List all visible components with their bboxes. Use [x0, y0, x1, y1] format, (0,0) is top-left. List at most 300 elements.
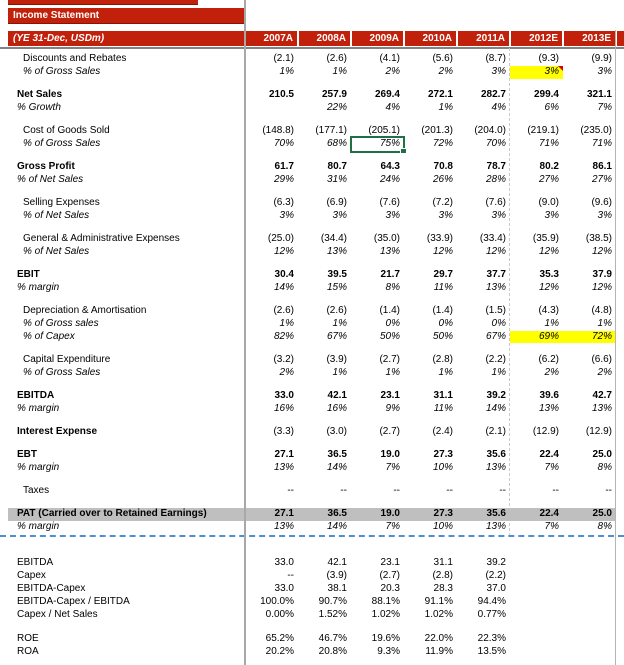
- cell[interactable]: [563, 485, 616, 498]
- cell[interactable]: [298, 645, 351, 658]
- row-label[interactable]: % margin: [17, 461, 60, 473]
- cell[interactable]: [245, 608, 298, 621]
- cell[interactable]: [404, 269, 457, 282]
- cell[interactable]: [457, 305, 510, 318]
- row-label[interactable]: PAT (Carried over to Retained Earnings): [17, 507, 207, 519]
- cell[interactable]: [245, 305, 298, 318]
- cell-value: (5.6): [432, 53, 453, 64]
- cell[interactable]: [404, 197, 457, 210]
- row-label[interactable]: % margin: [17, 402, 60, 414]
- cell[interactable]: [298, 246, 351, 259]
- cell[interactable]: [245, 485, 298, 498]
- cell[interactable]: [245, 582, 298, 595]
- cell[interactable]: [510, 102, 563, 115]
- cell[interactable]: [298, 102, 351, 115]
- cell[interactable]: [404, 138, 457, 151]
- cell[interactable]: [563, 645, 616, 658]
- cell[interactable]: [404, 102, 457, 115]
- cell[interactable]: [245, 449, 298, 462]
- cell[interactable]: [404, 403, 457, 416]
- cell[interactable]: [563, 367, 616, 380]
- cell[interactable]: [298, 138, 351, 151]
- cell[interactable]: [457, 354, 510, 367]
- table-row: [8, 595, 616, 608]
- cell[interactable]: [298, 89, 351, 102]
- cell[interactable]: [563, 174, 616, 187]
- cell[interactable]: [245, 53, 298, 66]
- row-label[interactable]: % margin: [17, 520, 60, 532]
- cell[interactable]: [245, 367, 298, 380]
- cell[interactable]: [563, 161, 616, 174]
- cell[interactable]: [298, 161, 351, 174]
- cell[interactable]: [510, 521, 563, 534]
- cell[interactable]: [245, 102, 298, 115]
- row-label[interactable]: Capex: [17, 570, 46, 581]
- row-label[interactable]: EBITDA: [17, 557, 54, 568]
- cell-value: (12.9): [585, 425, 612, 437]
- cell[interactable]: [563, 197, 616, 210]
- cell[interactable]: [457, 645, 510, 658]
- cell-value: 21.7: [380, 268, 400, 280]
- cell[interactable]: [510, 645, 563, 658]
- cell[interactable]: [351, 174, 404, 187]
- cell[interactable]: [351, 521, 404, 534]
- cell[interactable]: [510, 197, 563, 210]
- cell[interactable]: [404, 462, 457, 475]
- cell[interactable]: [457, 66, 510, 79]
- cell[interactable]: [457, 485, 510, 498]
- cell[interactable]: [563, 595, 616, 608]
- cell[interactable]: [351, 569, 404, 582]
- row-label[interactable]: % Growth: [17, 101, 61, 113]
- cell[interactable]: [404, 331, 457, 344]
- cell[interactable]: [245, 246, 298, 259]
- cell-value: 7%: [544, 520, 559, 532]
- cell[interactable]: [245, 632, 298, 645]
- cell[interactable]: [563, 331, 616, 344]
- cell[interactable]: [457, 53, 510, 66]
- cell[interactable]: [404, 125, 457, 138]
- cell[interactable]: [245, 89, 298, 102]
- cell-value: 0%: [438, 317, 453, 329]
- cell-value: (3.3): [273, 425, 294, 437]
- cell[interactable]: [298, 331, 351, 344]
- cell[interactable]: [404, 426, 457, 439]
- cell-value: (6.6): [591, 353, 612, 365]
- cell[interactable]: [563, 246, 616, 259]
- cell[interactable]: [563, 89, 616, 102]
- cell[interactable]: [298, 508, 351, 521]
- cell[interactable]: [298, 125, 351, 138]
- cell[interactable]: [510, 331, 563, 344]
- cell[interactable]: [510, 449, 563, 462]
- cell[interactable]: [298, 449, 351, 462]
- cell[interactable]: [351, 282, 404, 295]
- cell[interactable]: [351, 305, 404, 318]
- cell[interactable]: [298, 595, 351, 608]
- cell[interactable]: [351, 354, 404, 367]
- cell[interactable]: [563, 449, 616, 462]
- cell[interactable]: [510, 569, 563, 582]
- cell[interactable]: [245, 645, 298, 658]
- cell[interactable]: [510, 403, 563, 416]
- cell[interactable]: [245, 125, 298, 138]
- cell[interactable]: [563, 269, 616, 282]
- cell[interactable]: [298, 582, 351, 595]
- cell[interactable]: [510, 608, 563, 621]
- row-label[interactable]: EBIT: [17, 268, 40, 280]
- cell[interactable]: [563, 403, 616, 416]
- cell[interactable]: [245, 197, 298, 210]
- cell[interactable]: [351, 426, 404, 439]
- row-label[interactable]: % margin: [17, 281, 60, 293]
- cell[interactable]: [351, 269, 404, 282]
- cell[interactable]: [510, 125, 563, 138]
- cell[interactable]: [563, 508, 616, 521]
- cell[interactable]: [404, 174, 457, 187]
- row-label[interactable]: EBT: [17, 448, 37, 460]
- cell[interactable]: [404, 449, 457, 462]
- cell[interactable]: [298, 569, 351, 582]
- row-label[interactable]: Capex / Net Sales: [17, 609, 98, 620]
- cell-value: 90.7%: [318, 596, 347, 607]
- cell[interactable]: [351, 645, 404, 658]
- row-label[interactable]: % of Capex: [23, 330, 75, 342]
- cell[interactable]: [457, 318, 510, 331]
- row-label[interactable]: Gross Profit: [17, 160, 75, 172]
- cell[interactable]: [245, 331, 298, 344]
- cell[interactable]: [457, 595, 510, 608]
- cell[interactable]: [351, 632, 404, 645]
- cell[interactable]: [457, 508, 510, 521]
- cell[interactable]: [351, 233, 404, 246]
- table-row: [8, 582, 616, 595]
- cell[interactable]: [298, 521, 351, 534]
- cell[interactable]: [298, 556, 351, 569]
- cell[interactable]: [457, 197, 510, 210]
- cell[interactable]: [404, 210, 457, 223]
- cell[interactable]: [351, 485, 404, 498]
- cell[interactable]: [245, 233, 298, 246]
- cell[interactable]: [245, 569, 298, 582]
- cell[interactable]: [510, 66, 563, 79]
- cell[interactable]: [510, 582, 563, 595]
- cell[interactable]: [457, 390, 510, 403]
- cell[interactable]: [563, 125, 616, 138]
- cell[interactable]: [298, 390, 351, 403]
- cell[interactable]: [298, 210, 351, 223]
- row-label[interactable]: Selling Expenses: [23, 196, 100, 208]
- cell[interactable]: [404, 66, 457, 79]
- cell[interactable]: [510, 367, 563, 380]
- column-header[interactable]: 2012E: [511, 31, 562, 46]
- row-label[interactable]: EBITDA-Capex: [17, 583, 86, 594]
- column-header[interactable]: 2007A: [246, 31, 297, 46]
- cell[interactable]: [563, 608, 616, 621]
- column-header[interactable]: 2011A: [458, 31, 509, 46]
- cell[interactable]: [510, 632, 563, 645]
- cell[interactable]: [404, 390, 457, 403]
- column-header[interactable]: 2013E: [564, 31, 615, 46]
- cell[interactable]: [245, 318, 298, 331]
- cell[interactable]: [563, 305, 616, 318]
- cell[interactable]: [457, 174, 510, 187]
- cell[interactable]: [563, 390, 616, 403]
- cell[interactable]: [404, 246, 457, 259]
- cell[interactable]: [298, 318, 351, 331]
- cell[interactable]: [298, 174, 351, 187]
- cell[interactable]: [404, 282, 457, 295]
- cell[interactable]: [298, 354, 351, 367]
- cell[interactable]: [298, 305, 351, 318]
- cell[interactable]: [351, 53, 404, 66]
- cell[interactable]: [404, 582, 457, 595]
- cell[interactable]: [245, 390, 298, 403]
- cell[interactable]: [563, 582, 616, 595]
- table-row: [8, 210, 616, 223]
- cell[interactable]: [510, 174, 563, 187]
- cell[interactable]: [351, 608, 404, 621]
- cell[interactable]: [351, 89, 404, 102]
- cell-value: 2%: [438, 65, 453, 77]
- cell[interactable]: [351, 246, 404, 259]
- cell[interactable]: [510, 138, 563, 151]
- cell[interactable]: [563, 233, 616, 246]
- cell[interactable]: [457, 632, 510, 645]
- cell[interactable]: [351, 367, 404, 380]
- cell[interactable]: [351, 595, 404, 608]
- cell[interactable]: [563, 138, 616, 151]
- cell[interactable]: [510, 485, 563, 498]
- cell[interactable]: [510, 556, 563, 569]
- cell[interactable]: [457, 233, 510, 246]
- cell-value: (205.1): [368, 124, 400, 136]
- cell[interactable]: [563, 210, 616, 223]
- cell[interactable]: [245, 354, 298, 367]
- cell[interactable]: [298, 233, 351, 246]
- cell[interactable]: [510, 595, 563, 608]
- cell[interactable]: [457, 89, 510, 102]
- cell[interactable]: [563, 66, 616, 79]
- cell[interactable]: [404, 556, 457, 569]
- cell[interactable]: [245, 595, 298, 608]
- cell[interactable]: [457, 282, 510, 295]
- cell[interactable]: [298, 282, 351, 295]
- cell[interactable]: [298, 66, 351, 79]
- column-header[interactable]: 2008A: [299, 31, 350, 46]
- cell[interactable]: [510, 426, 563, 439]
- cell[interactable]: [351, 390, 404, 403]
- row-label[interactable]: Capital Expenditure: [23, 353, 111, 365]
- cell[interactable]: [457, 102, 510, 115]
- cell[interactable]: [457, 556, 510, 569]
- cell[interactable]: [351, 138, 404, 151]
- cell[interactable]: [351, 161, 404, 174]
- cell[interactable]: [457, 125, 510, 138]
- cell[interactable]: [351, 102, 404, 115]
- cell[interactable]: [510, 246, 563, 259]
- row-label[interactable]: % of Net Sales: [23, 245, 90, 257]
- cell[interactable]: [563, 53, 616, 66]
- cell[interactable]: [510, 161, 563, 174]
- cell[interactable]: [563, 318, 616, 331]
- row-label[interactable]: Cost of Goods Sold: [23, 124, 110, 136]
- cell[interactable]: [563, 282, 616, 295]
- row-label[interactable]: % of Gross Sales: [23, 65, 101, 77]
- row-label[interactable]: Depreciation & Amortisation: [23, 304, 147, 316]
- row-label[interactable]: ROE: [17, 633, 39, 644]
- cell[interactable]: [351, 508, 404, 521]
- cell[interactable]: [245, 269, 298, 282]
- cell[interactable]: [510, 305, 563, 318]
- cell[interactable]: [563, 426, 616, 439]
- cell[interactable]: [245, 282, 298, 295]
- cell[interactable]: [510, 462, 563, 475]
- cell[interactable]: [351, 449, 404, 462]
- cell[interactable]: [298, 367, 351, 380]
- cell[interactable]: [245, 174, 298, 187]
- cell[interactable]: [351, 66, 404, 79]
- cell[interactable]: [404, 318, 457, 331]
- cell[interactable]: [457, 269, 510, 282]
- cell[interactable]: [510, 210, 563, 223]
- cell[interactable]: [404, 485, 457, 498]
- cell-value: 22.4: [539, 448, 559, 460]
- cell[interactable]: [404, 89, 457, 102]
- cell[interactable]: [404, 233, 457, 246]
- cell[interactable]: [351, 197, 404, 210]
- cell[interactable]: [457, 608, 510, 621]
- cell[interactable]: [404, 645, 457, 658]
- cell[interactable]: [510, 233, 563, 246]
- cell[interactable]: [298, 485, 351, 498]
- cell[interactable]: [457, 582, 510, 595]
- row-label[interactable]: Taxes: [23, 484, 50, 496]
- table-row: [8, 449, 616, 462]
- cell[interactable]: [404, 569, 457, 582]
- cell[interactable]: [351, 462, 404, 475]
- cell[interactable]: [510, 282, 563, 295]
- cell[interactable]: [404, 521, 457, 534]
- cell[interactable]: [245, 138, 298, 151]
- cell[interactable]: [457, 210, 510, 223]
- cell[interactable]: [563, 632, 616, 645]
- cell[interactable]: [245, 161, 298, 174]
- row-label[interactable]: General & Administrative Expenses: [23, 232, 180, 244]
- cell[interactable]: [457, 449, 510, 462]
- row-label[interactable]: % of Net Sales: [23, 209, 90, 221]
- cell-value: 12%: [432, 245, 453, 257]
- cell[interactable]: [510, 53, 563, 66]
- row-label[interactable]: % of Gross Sales: [23, 366, 101, 378]
- cell[interactable]: [510, 354, 563, 367]
- cell[interactable]: [351, 582, 404, 595]
- cell[interactable]: [404, 367, 457, 380]
- cell[interactable]: [245, 66, 298, 79]
- row-label[interactable]: Interest Expense: [17, 425, 98, 437]
- cell[interactable]: [245, 210, 298, 223]
- cell-value: 1.02%: [424, 609, 453, 620]
- cell[interactable]: [245, 521, 298, 534]
- cell[interactable]: [563, 556, 616, 569]
- cell[interactable]: [457, 161, 510, 174]
- cell[interactable]: [563, 354, 616, 367]
- cell[interactable]: [298, 197, 351, 210]
- cell[interactable]: [245, 462, 298, 475]
- row-label[interactable]: % of Gross Sales: [23, 137, 101, 149]
- cell[interactable]: [298, 403, 351, 416]
- cell[interactable]: [298, 462, 351, 475]
- cell[interactable]: [298, 426, 351, 439]
- cell[interactable]: [404, 161, 457, 174]
- cell[interactable]: [351, 318, 404, 331]
- cell[interactable]: [510, 89, 563, 102]
- cell-value: 25.0: [592, 448, 612, 460]
- cell[interactable]: [404, 305, 457, 318]
- cell[interactable]: [298, 632, 351, 645]
- cell[interactable]: [351, 331, 404, 344]
- cell[interactable]: [245, 426, 298, 439]
- cell[interactable]: [457, 569, 510, 582]
- row-label[interactable]: ROA: [17, 646, 39, 657]
- cell[interactable]: [510, 508, 563, 521]
- cell[interactable]: [351, 556, 404, 569]
- column-header[interactable]: 2010A: [405, 31, 456, 46]
- cell[interactable]: [404, 508, 457, 521]
- cell[interactable]: [563, 569, 616, 582]
- cell[interactable]: [245, 403, 298, 416]
- cell[interactable]: [457, 403, 510, 416]
- cell[interactable]: [457, 426, 510, 439]
- row-label[interactable]: % of Net Sales: [17, 173, 84, 185]
- table-row: [8, 233, 616, 246]
- cell[interactable]: [457, 138, 510, 151]
- cell[interactable]: [563, 521, 616, 534]
- cell[interactable]: [298, 269, 351, 282]
- cell[interactable]: [457, 246, 510, 259]
- cell[interactable]: [351, 403, 404, 416]
- cell[interactable]: [404, 354, 457, 367]
- cell[interactable]: [245, 556, 298, 569]
- top-red-strip: [8, 0, 198, 5]
- cell-value: 61.7: [274, 160, 294, 172]
- cell[interactable]: [563, 462, 616, 475]
- column-header[interactable]: 2009A: [352, 31, 403, 46]
- row-label[interactable]: % of Gross sales: [23, 317, 99, 329]
- cell[interactable]: [510, 318, 563, 331]
- cell[interactable]: [563, 102, 616, 115]
- cell[interactable]: [404, 632, 457, 645]
- cell[interactable]: [457, 462, 510, 475]
- cell[interactable]: [510, 390, 563, 403]
- cell[interactable]: [457, 331, 510, 344]
- cell[interactable]: [510, 269, 563, 282]
- cell[interactable]: [404, 53, 457, 66]
- cell[interactable]: [404, 608, 457, 621]
- cell[interactable]: [245, 508, 298, 521]
- cell[interactable]: [457, 367, 510, 380]
- row-label[interactable]: EBITDA-Capex / EBITDA: [17, 596, 130, 607]
- cell[interactable]: [351, 210, 404, 223]
- cell[interactable]: [298, 608, 351, 621]
- row-label[interactable]: Net Sales: [17, 88, 63, 100]
- cell[interactable]: [404, 595, 457, 608]
- row-label[interactable]: Discounts and Rebates: [23, 53, 127, 64]
- cell[interactable]: [298, 53, 351, 66]
- cell[interactable]: [457, 521, 510, 534]
- table-row: [8, 521, 616, 534]
- row-label[interactable]: EBITDA: [17, 389, 55, 401]
